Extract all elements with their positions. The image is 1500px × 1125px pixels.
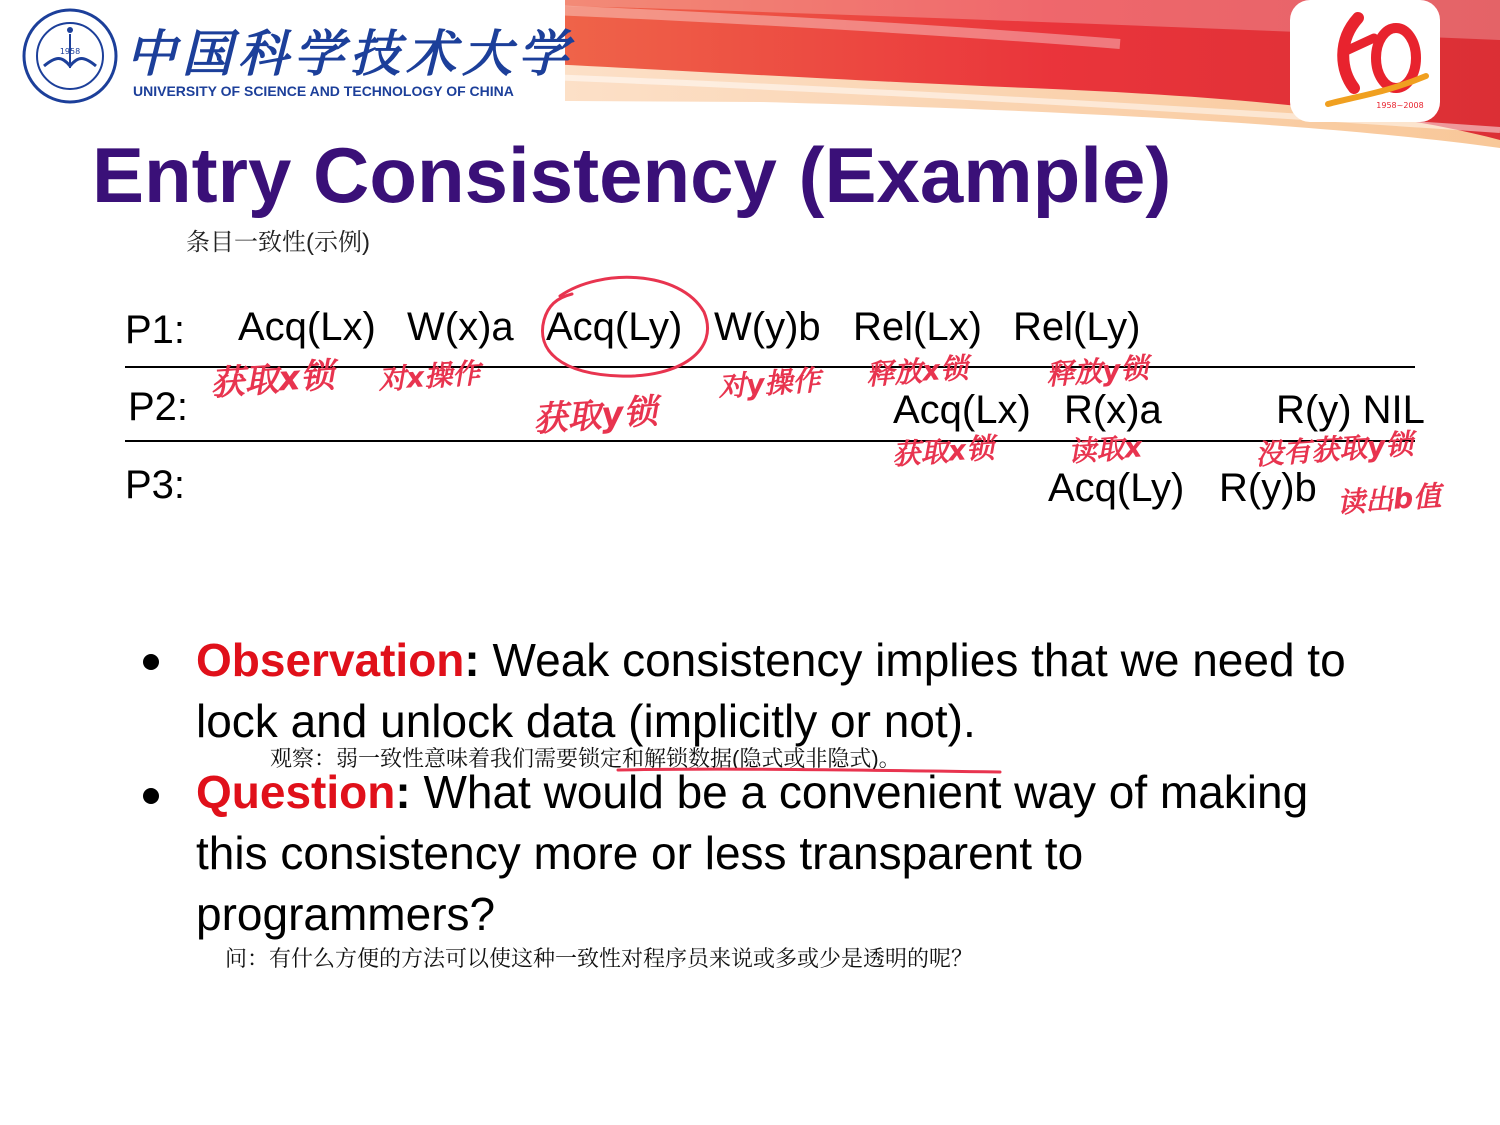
p2-op-acq-lx: Acq(Lx)	[893, 388, 1031, 432]
row-label-p2: P2:	[128, 385, 189, 429]
bullet-observation-keyword: Observation	[196, 634, 465, 686]
row-label-p3: P3:	[125, 463, 186, 507]
university-name-cn: 中国科学技术大学	[126, 24, 574, 83]
anniversary-years: 1958~2008	[1376, 101, 1424, 110]
annotation-p1-w-xa: 对x操作	[377, 356, 482, 397]
bullet-question	[196, 762, 1376, 945]
annotation-p1-rel-ly: 释放y锁	[1045, 351, 1150, 392]
bullet-colon: :	[395, 766, 411, 818]
p3-op-r-yb: R(y)b	[1219, 466, 1317, 510]
annotation-p2-acq-lx: 获取x锁	[891, 431, 996, 472]
p2-op-r-xa: R(x)a	[1064, 388, 1162, 432]
university-seal-icon	[22, 8, 118, 104]
p1-op-acq-ly: Acq(Ly)	[546, 305, 683, 349]
p3-op-acq-ly: Acq(Ly)	[1048, 466, 1185, 510]
p1-op-acq-lx: Acq(Lx)	[238, 305, 376, 349]
university-name-en: UNIVERSITY OF SCIENCE AND TECHNOLOGY OF CHINA	[133, 83, 514, 99]
page-subtitle-cn: 条目一致性(示例)	[186, 229, 370, 256]
annotation-p1-acq-lx: 获取x锁	[208, 355, 336, 405]
p1-op-w-yb: W(y)b	[714, 305, 821, 349]
bullet-observation-text: Weak consistency implies that we need to lock and unlock data (implicitly or not).	[196, 634, 1346, 747]
annotation-p1-w-yb: 对y操作	[717, 363, 822, 404]
bullet-colon: :	[464, 634, 480, 686]
bullet-dot-question	[143, 788, 159, 804]
annotation-p2-r-ynil: 没有获取y锁	[1254, 427, 1415, 472]
bullet-observation-translation: 观察：弱一致性意味着我们需要锁定和解锁数据(隐式或非隐式)。	[270, 746, 901, 771]
annotation-p3-r-yb: 读出b值	[1336, 479, 1443, 520]
p1-op-w-xa: W(x)a	[407, 305, 514, 349]
timeline-rule-p2	[125, 440, 1415, 442]
seal-year: 1958	[59, 47, 81, 56]
row-label-p1: P1:	[125, 308, 186, 352]
bullet-observation	[196, 630, 1376, 752]
anniversary-emblem-icon	[1318, 10, 1430, 114]
annotation-p1-rel-lx: 释放x锁	[865, 351, 970, 392]
annotation-p1-acq-ly: 获取y锁	[532, 391, 659, 441]
bullet-dot-observation	[143, 654, 159, 670]
annotation-p2-r-xa: 读取x	[1067, 430, 1144, 469]
p1-op-rel-ly: Rel(Ly)	[1013, 305, 1141, 349]
p2-op-r-ynil: R(y) NIL	[1276, 388, 1425, 432]
bullet-question-text: What would be a convenient way of making this consistency more or less transparent to programmers?	[196, 766, 1309, 940]
p1-op-rel-lx: Rel(Lx)	[853, 305, 982, 349]
page-title: Entry Consistency (Example)	[92, 131, 1172, 219]
bullet-question-keyword: Question	[196, 766, 396, 818]
bullet-question-translation: 问：有什么方便的方法可以使这种一致性对程序员来说或多或少是透明的呢？	[225, 946, 974, 971]
